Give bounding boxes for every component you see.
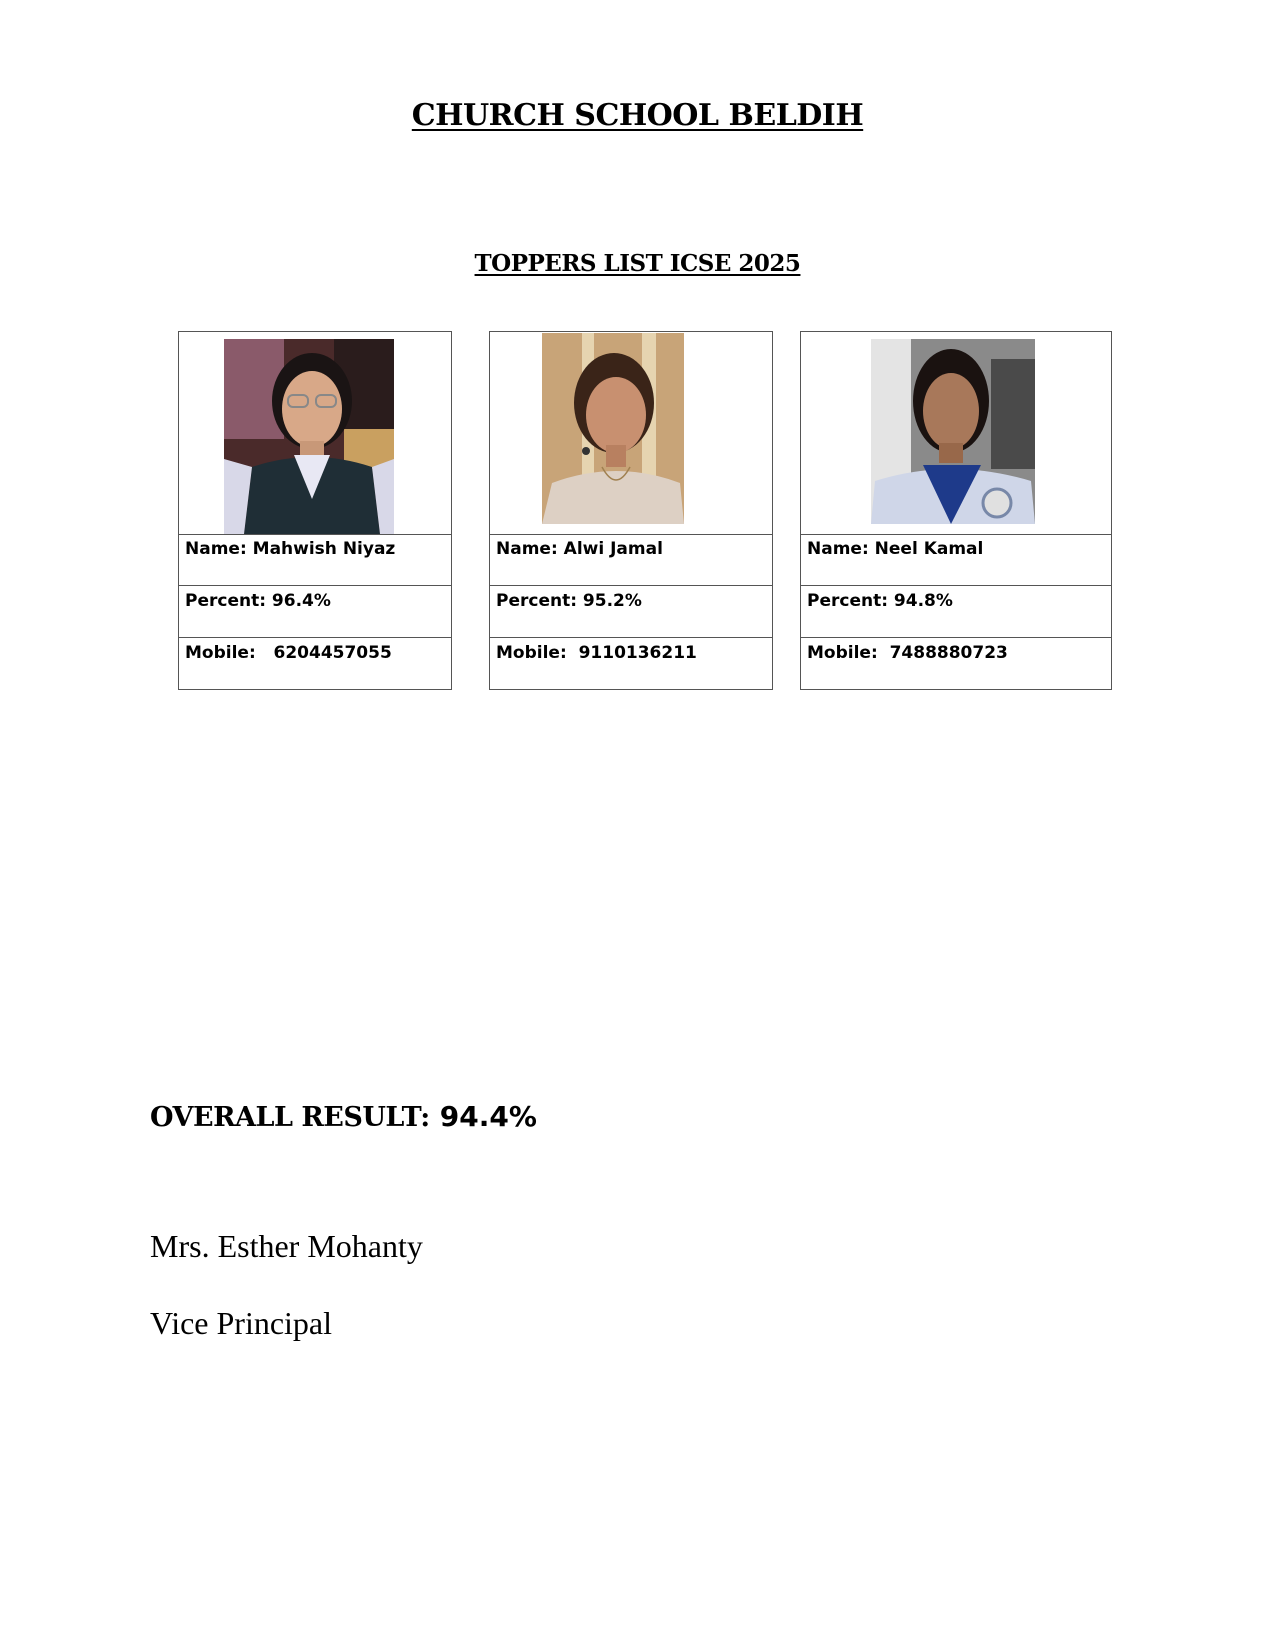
overall-result-value: 94.4% [439, 1100, 537, 1133]
mobile-field: Mobile: 9110136211 [496, 643, 697, 663]
topper-card [489, 331, 773, 690]
photo-cell [801, 332, 1111, 535]
topper-card [800, 331, 1112, 690]
photo-cell [490, 332, 772, 535]
percent-field: Percent: 96.4% [179, 586, 451, 638]
student-photo [542, 333, 684, 524]
signatory-role: Vice Principal [150, 1305, 333, 1341]
percent-field: Percent: 95.2% [490, 586, 772, 638]
school-title: CHURCH SCHOOL BELDIH [411, 98, 864, 133]
name-field: Name: Mahwish Niyaz [179, 534, 451, 586]
percent-field: Percent: 94.8% [801, 586, 1111, 638]
signatory-name: Mrs. Esther Mohanty [150, 1228, 423, 1264]
overall-result [150, 1100, 537, 1133]
student-photo [224, 339, 394, 534]
mobile-field: Mobile: 7488880723 [807, 643, 1008, 663]
photo-cell [179, 332, 451, 535]
toppers-list-title: TOPPERS LIST ICSE 2025 [474, 250, 801, 277]
name-field: Name: Alwi Jamal [490, 534, 772, 586]
name-field: Name: Neel Kamal [801, 534, 1111, 586]
student-photo [871, 339, 1035, 524]
mobile-field: Mobile: 6204457055 [185, 643, 392, 663]
topper-card [178, 331, 452, 690]
overall-result-label: OVERALL RESULT: [150, 1102, 430, 1133]
